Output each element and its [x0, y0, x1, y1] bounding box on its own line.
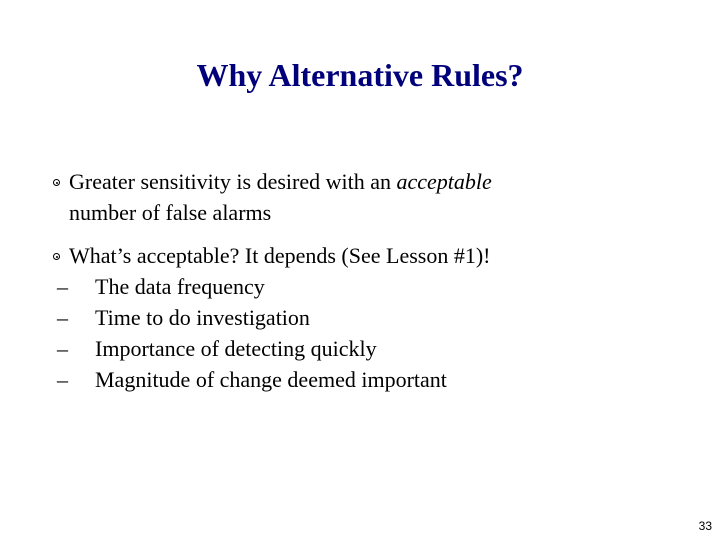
- bullet-text-end: number of false alarms: [69, 200, 272, 225]
- bullet-text: [69, 166, 668, 228]
- bullet-dot-icon: [53, 253, 60, 260]
- sub-bullet-item: [57, 364, 668, 395]
- bullet-item: [48, 240, 668, 395]
- bullet-text-emphasis: acceptable: [396, 169, 492, 194]
- sub-bullet-text: Importance of detecting quickly: [95, 336, 377, 361]
- bullet-text: [57, 240, 668, 395]
- slide-title: Why Alternative Rules?: [196, 57, 524, 93]
- bullet-dot-icon: [53, 179, 60, 186]
- sub-bullet-item: [57, 302, 668, 333]
- sub-bullet-item: [57, 271, 668, 302]
- sub-bullet-text: The data frequency: [95, 274, 265, 299]
- dash-marker: –: [57, 336, 68, 361]
- sub-bullet-text: Time to do investigation: [95, 305, 310, 330]
- sub-bullet-text: Magnitude of change deemed important: [95, 367, 447, 392]
- slide-number: 33: [698, 519, 712, 533]
- dash-marker: –: [57, 305, 68, 330]
- bullet-text-main: What’s acceptable? It depends (See Lesson #1)!: [69, 243, 491, 268]
- dash-marker: –: [57, 367, 68, 392]
- sub-bullet-list: [57, 271, 668, 395]
- sub-bullet-item: [57, 333, 668, 364]
- bullet-item: [48, 166, 668, 228]
- dash-marker: –: [57, 274, 68, 299]
- bullet-text-start: Greater sensitivity is desired with an: [69, 169, 397, 194]
- bullet-list: [48, 166, 668, 407]
